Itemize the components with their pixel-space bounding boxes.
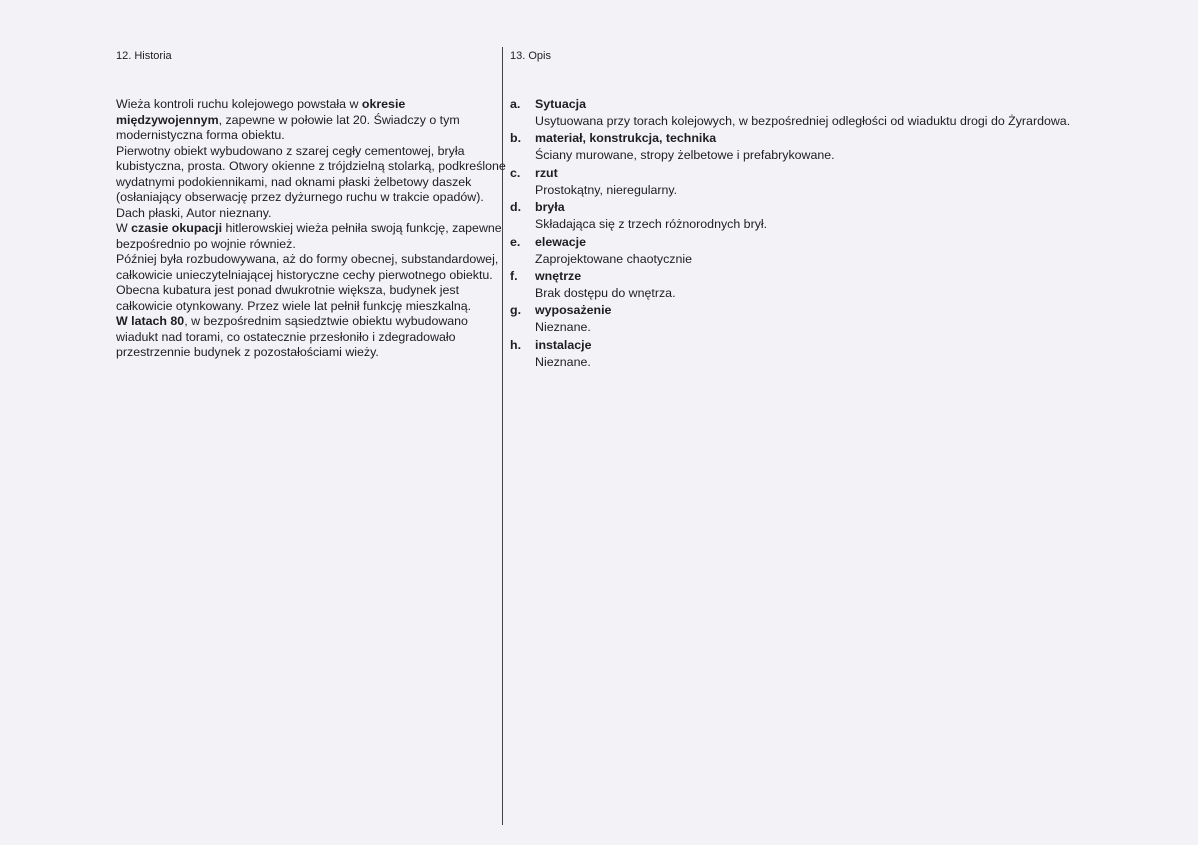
emphasis-text: okresie międzywojennym <box>116 97 406 127</box>
description-item <box>510 302 1150 336</box>
paragraph-text: Wieża kontroli ruchu kolejowego powstała w <box>116 97 362 111</box>
paragraph-text: , w bezpośrednim sąsiedztwie obiektu wybudowano wiadukt nad torami, co ostatecznie przesłoniło i zdegradowało przestrzennie budynek z pozostałościami wieży. <box>116 314 468 359</box>
paragraph-text: hitlerowskiej wieża pełniła swoją funkcję, zapewne bezpośrednio po wojnie również. <box>116 221 502 251</box>
item-title: wnętrze <box>535 268 582 283</box>
item-letter: c. <box>510 165 521 180</box>
item-description: Zaprojektowane chaotycznie <box>535 251 693 266</box>
item-letter: f. <box>510 268 518 283</box>
paragraph-text: , zapewne w połowie lat 20. Świadczy o tym modernistyczna forma obiektu. <box>116 112 460 142</box>
item-title: rzut <box>535 165 558 180</box>
description-list <box>510 96 1150 371</box>
description-item <box>510 130 1150 164</box>
item-letter: g. <box>510 303 522 318</box>
history-paragraph <box>116 314 511 361</box>
description-item <box>510 337 1150 371</box>
item-letter: b. <box>510 131 522 146</box>
history-text <box>116 97 511 361</box>
item-title: instalacje <box>535 337 592 352</box>
item-title: materiał, konstrukcja, technika <box>535 131 717 146</box>
description-item <box>510 96 1150 130</box>
emphasis-text: czasie okupacji <box>131 221 223 235</box>
history-paragraph <box>116 221 511 252</box>
item-title: wyposażenie <box>535 303 612 318</box>
item-title: bryła <box>535 200 565 215</box>
item-title: Sytuacja <box>535 97 586 111</box>
item-letter: d. <box>510 200 522 215</box>
item-description: Usytuowana przy torach kolejowych, w bezpośredniej odległości od wiaduktu drogi do Żyrardowa. <box>535 114 1071 128</box>
history-paragraph <box>116 144 511 222</box>
item-description: Prostokątny, nieregularny. <box>535 182 678 197</box>
item-title: elewacje <box>535 234 586 249</box>
item-description: Nieznane. <box>535 354 591 369</box>
item-letter: e. <box>510 234 521 249</box>
item-description: Nieznane. <box>535 320 591 335</box>
emphasis-text: W latach 80 <box>116 314 185 328</box>
item-letter: a. <box>510 97 521 111</box>
paragraph-text: W <box>116 221 132 235</box>
history-paragraph <box>116 97 511 144</box>
section-13-heading: 13. Opis <box>510 50 551 62</box>
item-description: Składająca się z trzech różnorodnych brył. <box>535 217 768 232</box>
section-12-heading: 12. Historia <box>116 50 172 62</box>
description-item <box>510 199 1150 233</box>
description-item <box>510 268 1150 302</box>
paragraph-text: Pierwotny obiekt wybudowano z szarej cegły cementowej, bryła kubistyczna, prosta. Otwory okienne z trójdzielną stolarką, podkreślone wydatnymi podokiennikami, nad oknami płaski żelbetowy daszek (osłaniający obserwację przez dyżurnego ruchu w trakcie opadów). Dach płaski, Autor nieznany. <box>116 143 506 220</box>
paragraph-text: Później była rozbudowywana, aż do formy obecnej, substandardowej, całkowicie unieczytelniającej historyczne cechy pierwotnego obiektu. Obecna kubatura jest ponad dwukrotnie większa, budynek jest całkowicie otynkowany. Przez wiele lat pełnił funkcję mieszkalną. <box>116 252 499 313</box>
description-item <box>510 234 1150 268</box>
item-description: Brak dostępu do wnętrza. <box>535 285 676 300</box>
history-paragraph <box>116 252 511 314</box>
item-letter: h. <box>510 337 522 352</box>
description-item <box>510 165 1150 199</box>
item-description: Ściany murowane, stropy żelbetowe i prefabrykowane. <box>535 148 835 163</box>
